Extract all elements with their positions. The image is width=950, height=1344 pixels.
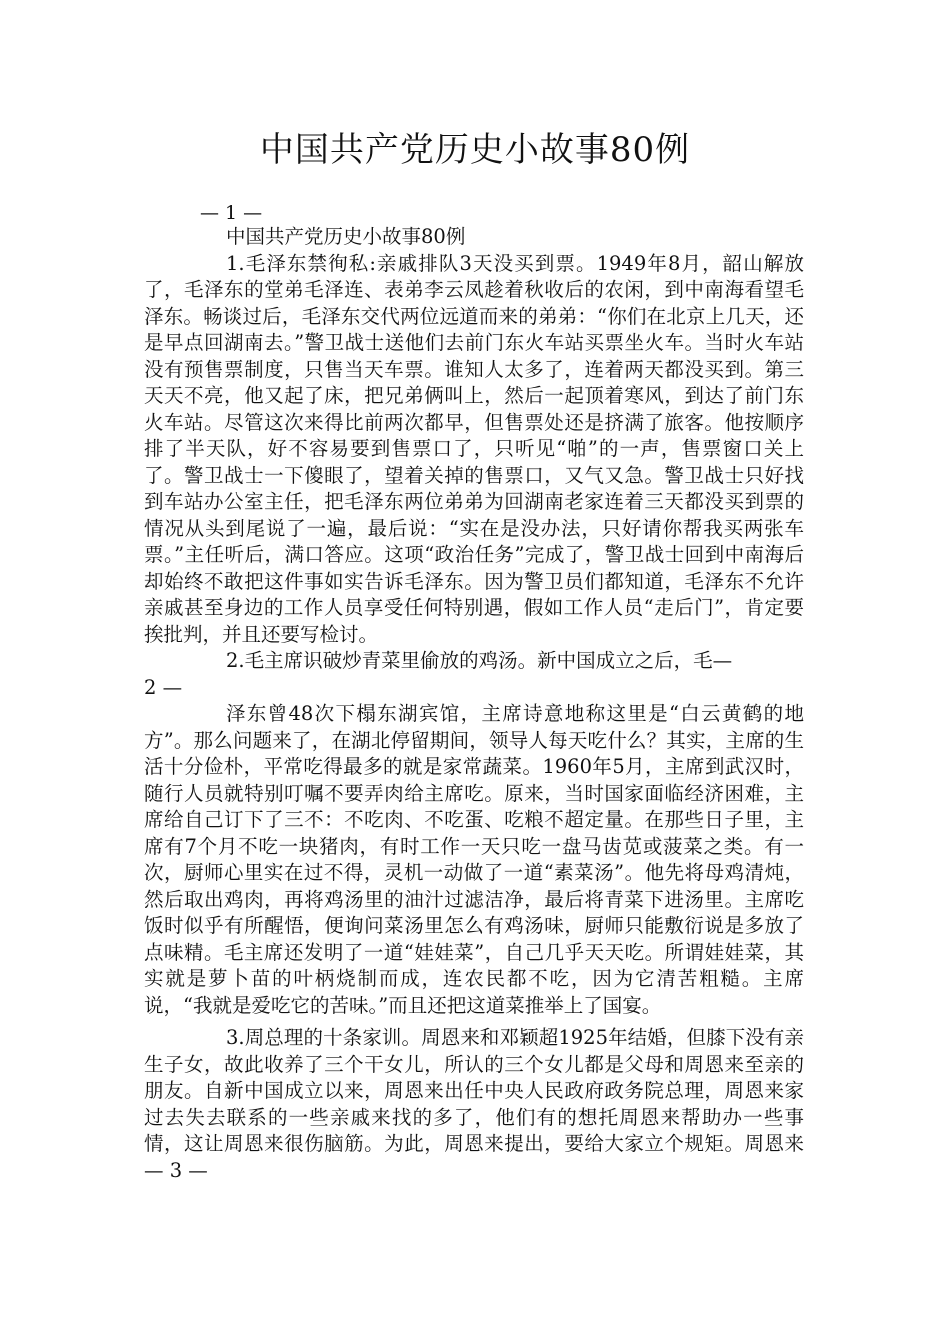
paragraph-1: 1.毛泽东禁徇私:亲戚排队3天没买到票。1949年8月，韶山解放了，毛泽东的堂弟毛泽连、表弟李云凤趁着秋收后的农闲，到中南海看望毛泽东。畅谈过后，毛泽东交代两位远道而来的弟弟：“你们在北京上几天，还是早点回湖南去。”警卫战士送他们去前门东火车站买票坐火车。当时火车站没有预售票制度，只售当天车票。谁知人太多了，连着两天都没买到。第三天天不亮，他又起了床，把兄弟俩叫上，然后一起顶着寒风，到达了前门东火车站。尽管这次来得比前两次都早，但售票处还是挤满了旅客。他按顺序排了半天队，好不容易要到售票口了，只听见“啪”的一声，售票窗口关上了。警卫战士一下傻眼了，望着关掉的售票口，又气又急。警卫战士只好找到车站办公室主任，把毛泽东两位弟弟为回湖南老家连着三天都没买到票的情况从头到尾说了一遍，最后说：“实在是没办法，只好请你帮我买两张车票。”主任听后，满口答应。这项“政治任务”完成了，警卫战士回到中南海后却始终不敢把这件事如实告诉毛泽东。因为警卫员们都知道，毛泽东不允许亲戚甚至身边的工作人员享受任何特别遇，假如工作人员“走后门”，肯定要挨批判，并且还要写检讨。	[144, 251, 804, 646]
document-subtitle: 中国共产党历史小故事80例	[226, 225, 466, 248]
paragraph-2-continued: 泽东曾48次下榻东湖宾馆，主席诗意地称这里是“白云黄鹤的地方”。那么问题来了，在湖北停留期间，领导人每天吃什么？其实，主席的生活十分俭朴，平常吃得最多的就是家常蔬菜。1960年5月，主席到武汉时，随行人员就特别叮嘱不要弄肉给主席吃。原来，当时国家面临经济困难，主席给自己订下了三不：不吃肉、不吃蛋、吃粮不超定量。在那些日子里，主席有7个月不吃一块猪肉，有时工作一天只吃一盘马齿苋或菠菜之类。有一次，厨师心里实在过不得，灵机一动做了一道“素菜汤”。他先将母鸡清炖，然后取出鸡肉，再将鸡汤里的油汁过滤洁净，最后将青菜下进汤里。主席吃饭时似乎有所醒悟，便询问菜汤里怎么有鸡汤味，厨师只能敷衍说是多放了点味精。毛主席还发明了一道“娃娃菜”，自己几乎天天吃。所谓娃娃菜，其实就是萝卜苗的叶柄烧制而成，连农民都不吃，因为它清苦粗糙。主席说，“我就是爱吃它的苦味。”而且还把这道菜推举上了国宴。	[144, 702, 804, 1017]
paragraph-2-start: 2.毛主席识破炒青菜里偷放的鸡汤。新中国成立之后，毛—	[226, 649, 733, 672]
document-title: 中国共产党历史小故事80例	[259, 130, 691, 170]
page-marker: — 1 —	[200, 202, 263, 224]
page-marker: 2 —	[144, 675, 183, 699]
document-body	[144, 224, 804, 1184]
paragraph-3: 3.周总理的十条家训。周恩来和邓颖超1925年结婚，但膝下没有亲生子女，故此收养了三个干女儿，所认的三个女儿都是父母和周恩来至亲的朋友。自新中国成立以来，周恩来出任中央人民政府政务院总理，周恩来家过去失去联系的一些亲戚来找的多了，他们有的想托周恩来帮助办一些事情，这让周恩来很伤脑筋。为此，周恩来提出，要给大家立个规矩。周恩来— 3 —	[144, 1026, 804, 1182]
